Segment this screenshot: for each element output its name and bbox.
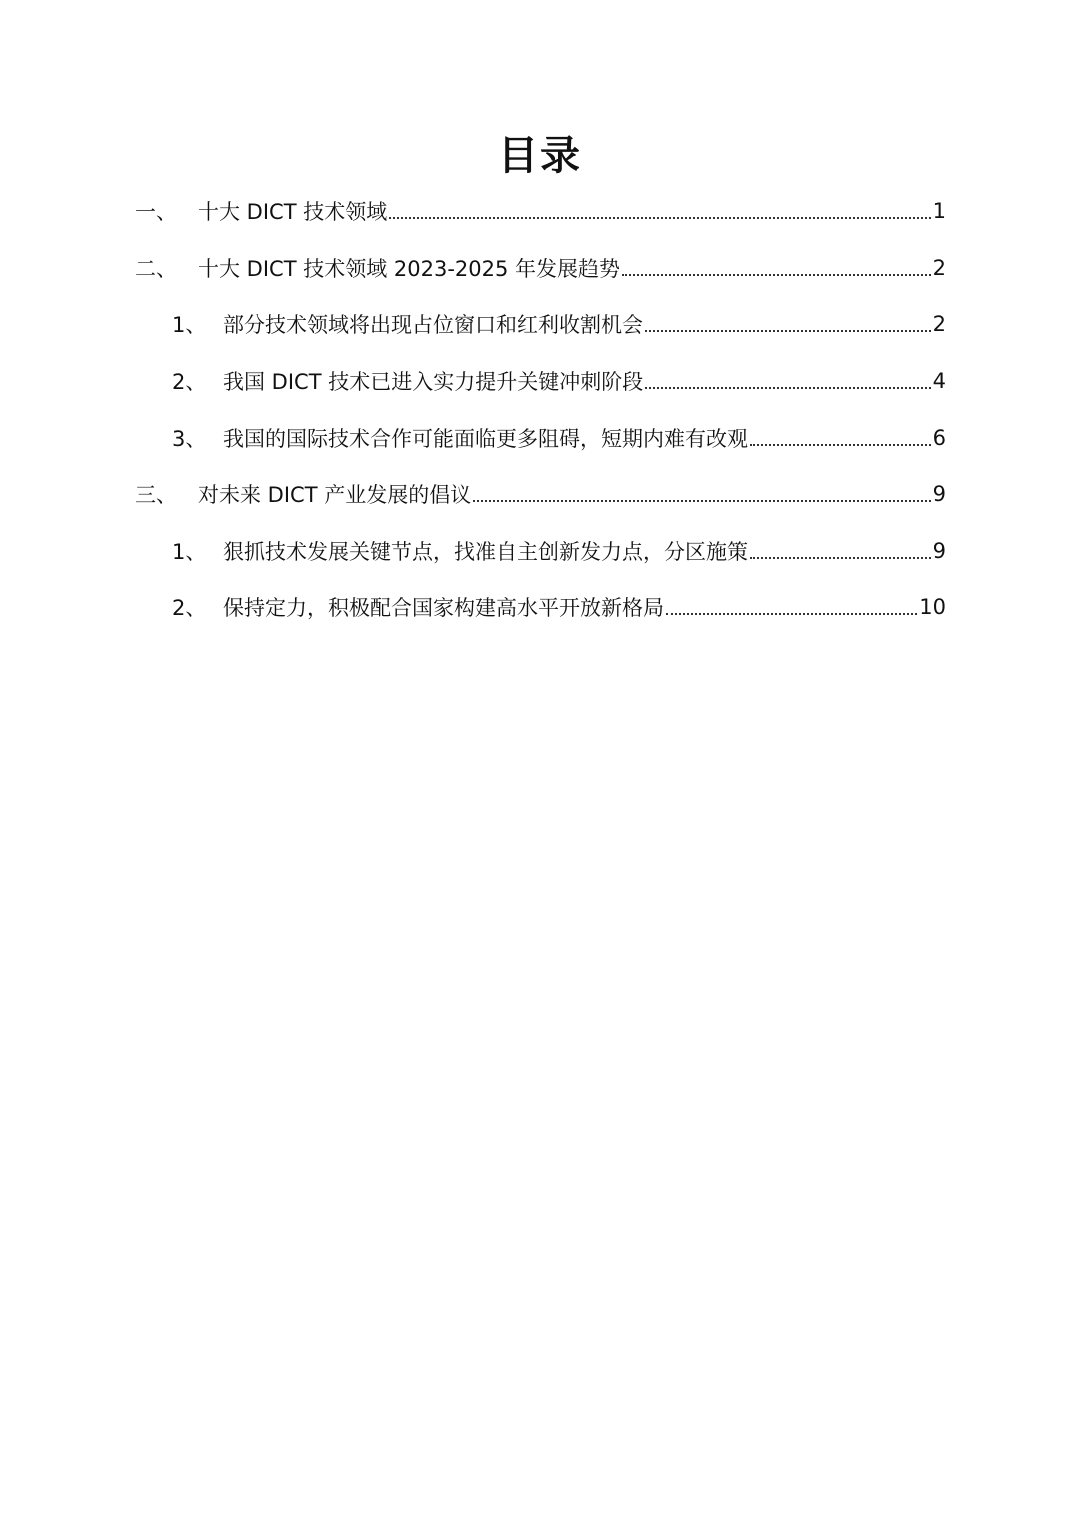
toc-leader-dots [389,217,930,219]
toc-entry-number: 一、 [135,200,177,225]
toc-entry-page: 4 [932,369,946,394]
toc-leader-dots [622,274,931,276]
toc-entry-number: 三、 [135,483,177,508]
toc-entry-page: 10 [919,595,946,620]
toc-leader-dots [645,387,930,389]
toc-entry-number: 1、 [172,313,207,338]
toc-entry-number: 3、 [172,426,207,451]
toc-entry-page: 9 [932,538,946,563]
toc-entry-label: 部分技术领域将出现占位窗口和红利收割机会 [223,313,643,338]
toc-entry-page: 1 [932,199,946,224]
toc-entry-page: 2 [932,312,946,337]
toc-entry[interactable] [0,296,946,353]
toc-entry-number: 2、 [172,596,207,621]
toc-entry-number: 2、 [172,370,207,395]
toc-entry[interactable] [0,353,946,410]
toc-entry-label: 对未来 DICT 产业发展的倡议 [198,483,472,508]
toc-leader-dots [750,444,931,446]
toc-list [0,183,1080,636]
toc-leader-dots [473,500,930,502]
toc-entry-label: 狠抓技术发展关键节点，找准自主创新发力点，分区施策 [223,539,748,564]
toc-entry[interactable] [0,240,946,297]
toc-entry-page: 9 [932,482,946,507]
toc-entry[interactable] [0,523,946,580]
page-title: 目录 [498,133,582,179]
toc-entry-label: 我国 DICT 技术已进入实力提升关键冲刺阶段 [223,370,644,395]
toc-entry[interactable] [0,579,946,636]
toc-entry[interactable] [0,466,946,523]
toc-entry-label: 十大 DICT 技术领域 [198,200,388,225]
toc-leader-dots [750,557,931,559]
toc-entry-number: 二、 [135,256,177,281]
toc-entry-label: 十大 DICT 技术领域 2023-2025 年发展趋势 [198,256,621,281]
toc-entry-label: 保持定力，积极配合国家构建高水平开放新格局 [223,596,664,621]
toc-entry-page: 6 [932,425,946,450]
toc-leader-dots [666,613,917,615]
toc-entry[interactable] [0,409,946,466]
toc-entry[interactable] [0,183,946,240]
toc-entry-page: 2 [932,255,946,280]
toc-leader-dots [645,330,931,332]
toc-entry-number: 1、 [172,539,207,564]
toc-entry-label: 我国的国际技术合作可能面临更多阻碍，短期内难有改观 [223,426,748,451]
